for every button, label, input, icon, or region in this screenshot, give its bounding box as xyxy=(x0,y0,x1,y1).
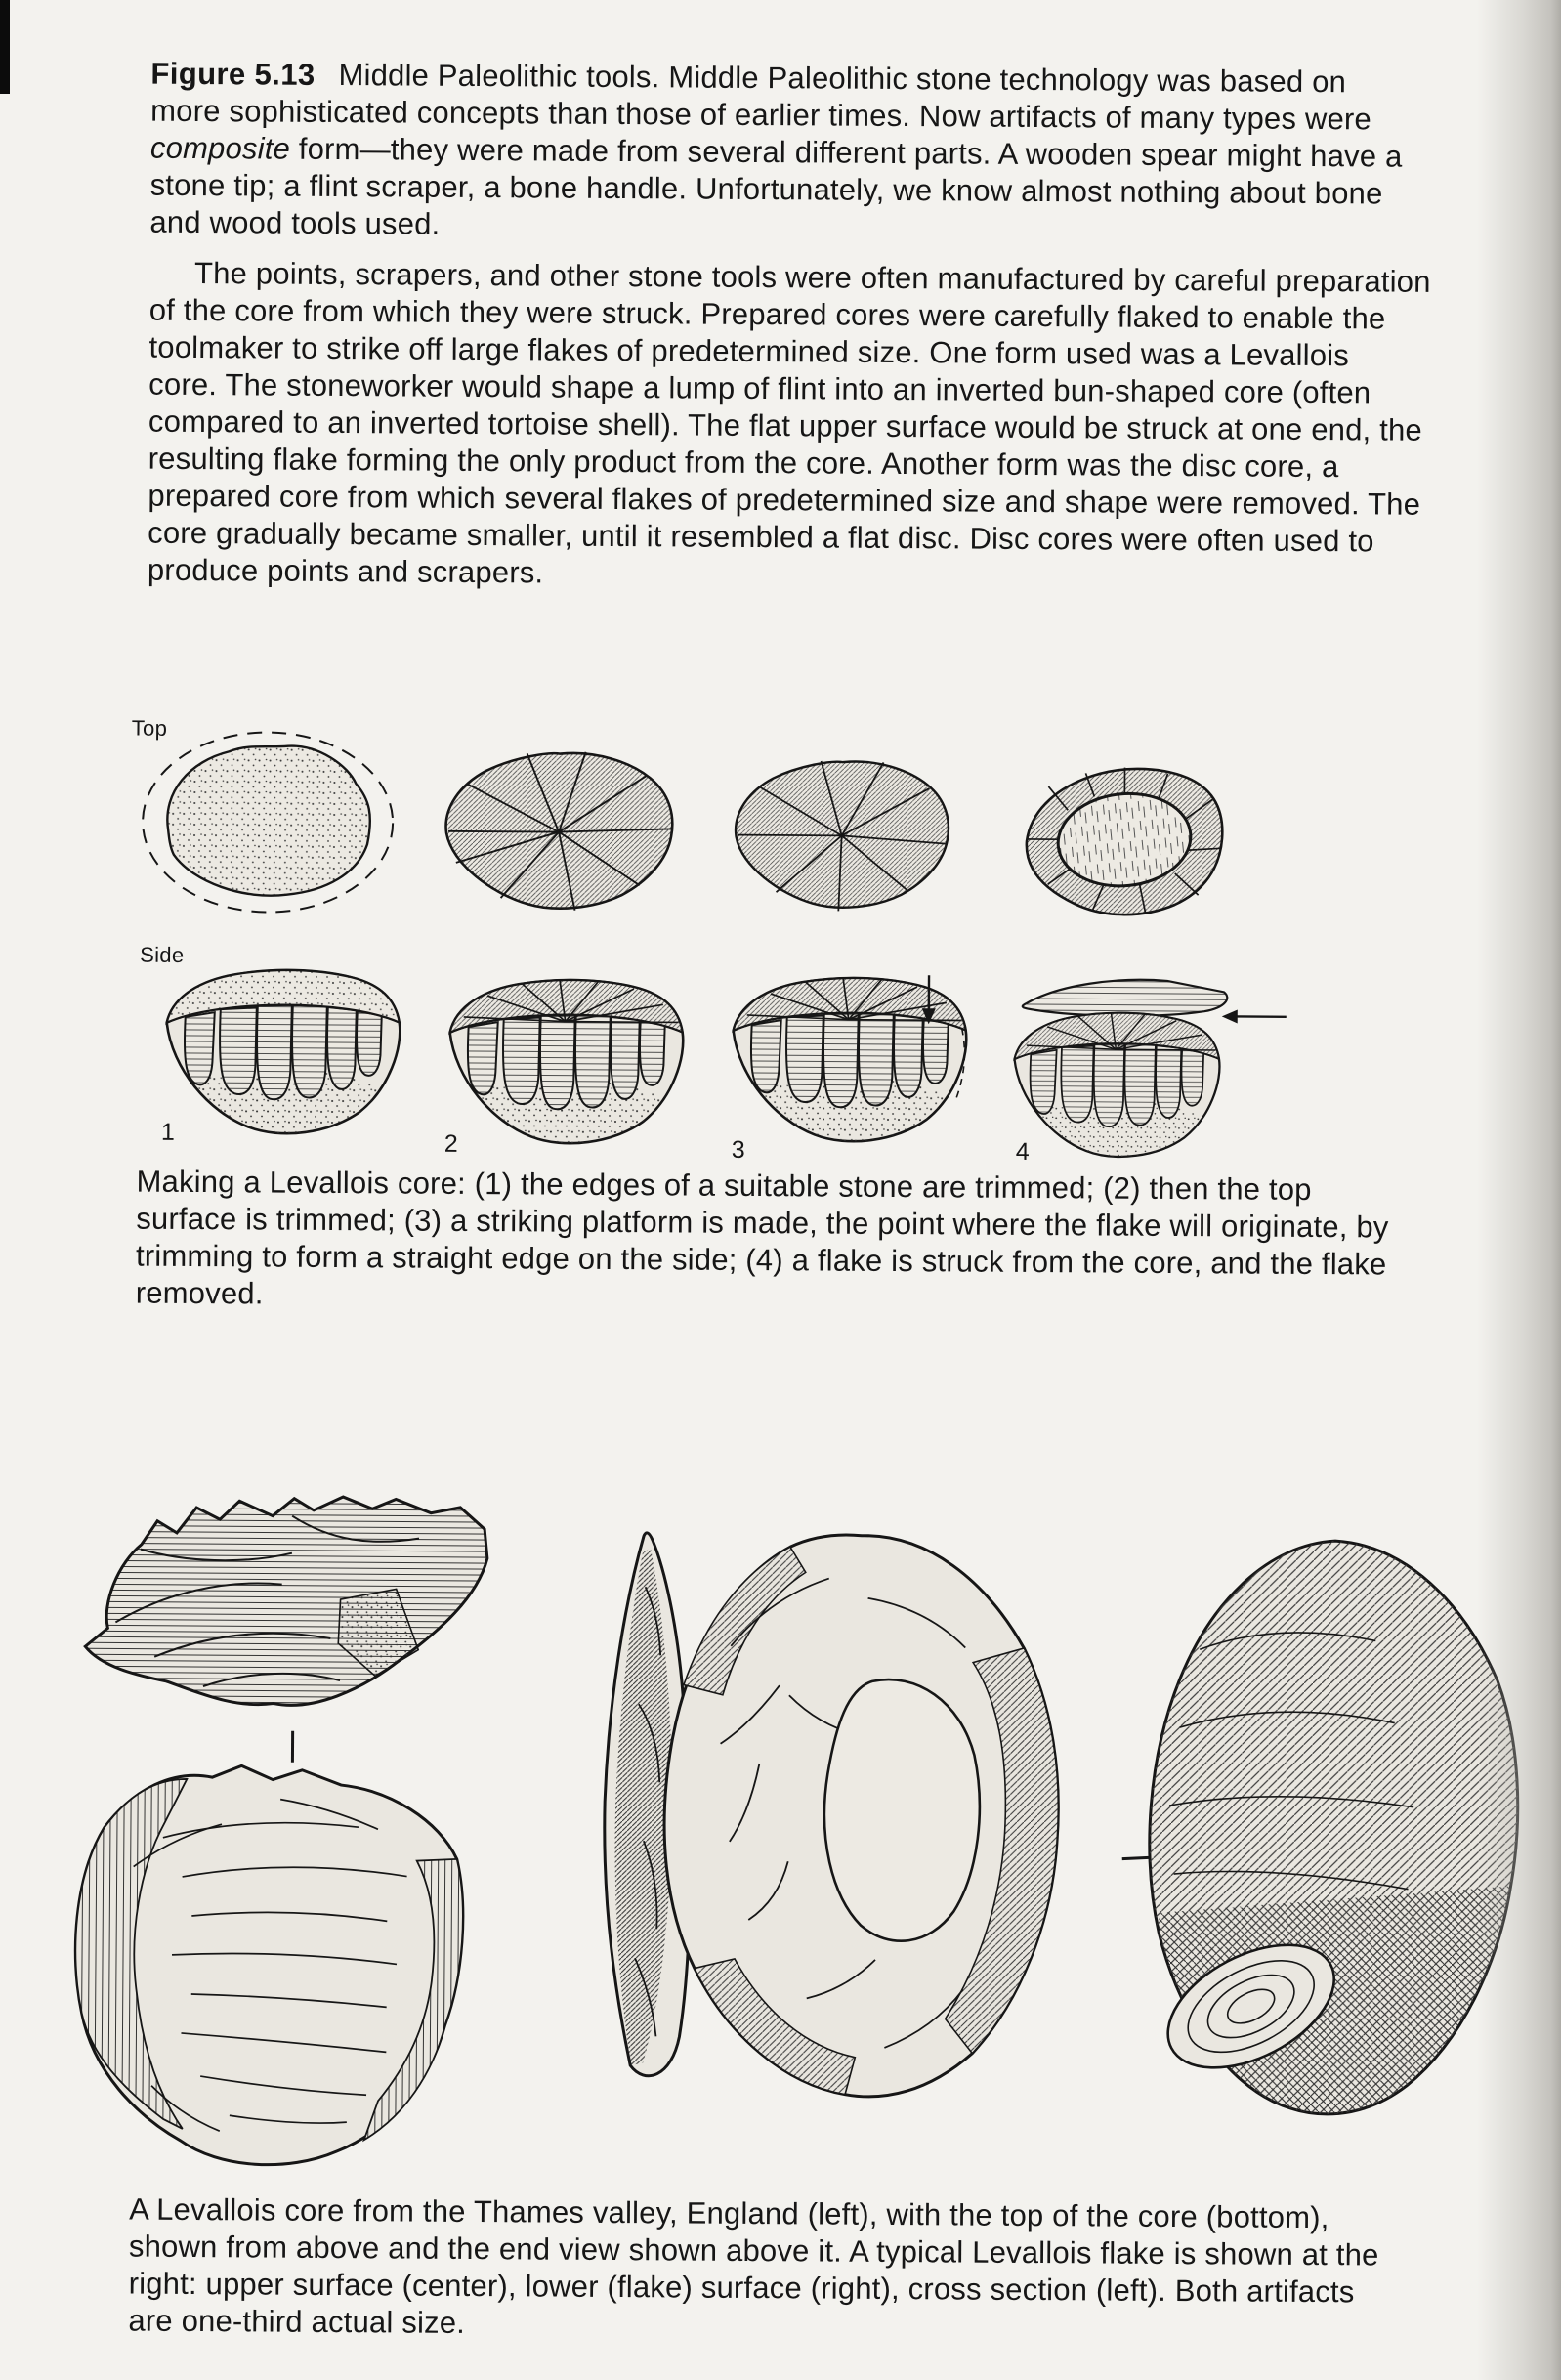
body-paragraph xyxy=(148,255,1431,598)
strike-arrow-left xyxy=(1222,1009,1287,1023)
caption-line: removed. xyxy=(135,1275,264,1311)
caption-line: compared to an inverted tortoise shell). The flat upper surface would be struck at one end, the xyxy=(148,404,1423,447)
caption-line: core. The stoneworker would shape a lump of flint into an inverted bun-shaped core (often xyxy=(148,366,1371,410)
caption-line: A Levallois core from the Thames valley, England (left), with the top of the core (bottom), xyxy=(129,2191,1329,2235)
top-view-step-4 xyxy=(1026,767,1222,915)
caption-line: and wood tools used. xyxy=(149,204,441,241)
top-view-label: Top xyxy=(131,715,168,741)
caption-line: toolmaker to strike off large flakes of predetermined size. One form used was a Levallois xyxy=(148,329,1350,373)
process-caption xyxy=(136,1164,1389,1321)
side-view-step-4 xyxy=(1014,1012,1220,1163)
side-view-step-3 xyxy=(733,977,967,1148)
top-view-step-3 xyxy=(736,760,949,912)
levallois-steps-diagram xyxy=(79,684,1324,1240)
detached-flake xyxy=(1023,979,1228,1017)
caption-line: The points, scrapers, and other stone tools were often manufactured by careful preparation xyxy=(193,255,1431,299)
caption-line: of the core from which they were struck. Prepared cores were carefully flaked to enable the xyxy=(148,292,1386,336)
caption-line: surface is trimmed; (3) a striking platform is made, the point where the flake will originate, by xyxy=(136,1201,1389,1245)
figure-number-label: Figure 5.13 xyxy=(150,56,316,92)
caption-line: trimming to form a straight edge on the side; (4) a flake is struck from the core, and the flake xyxy=(135,1238,1387,1282)
caption-line: right: upper surface (center), lower (flake) surface (right), cross section (left). Both artifacts xyxy=(128,2266,1355,2310)
scan-edge-mark xyxy=(0,0,10,94)
caption-line: prepared core from which several flakes of predetermined size and shape were removed. The xyxy=(148,478,1421,522)
caption-text: Middle Paleolithic tools. Middle Paleolithic stone technology was based on xyxy=(338,58,1347,100)
italic-term: composite xyxy=(149,130,291,166)
caption-line: resulting flake forming the only product from the core. Another form was the disc core, a xyxy=(148,441,1339,485)
step-number-3: 3 xyxy=(731,1135,745,1164)
caption-line: Making a Levallois core: (1) the edges of a suitable stone are trimmed; (2) then the top xyxy=(136,1164,1312,1207)
artifact-caption xyxy=(128,2191,1379,2349)
caption-line: more sophisticated concepts than those of earlier times. Now artifacts of many types were xyxy=(150,93,1372,137)
caption-line: stone tip; a flint scraper, a bone handle. Unfortunately, we know almost nothing about bone xyxy=(149,167,1383,211)
caption-line: are one-third actual size. xyxy=(128,2303,466,2340)
core-end-view xyxy=(85,1495,487,1707)
step-number-1: 1 xyxy=(160,1118,175,1146)
side-view-step-2 xyxy=(449,979,684,1150)
top-view-step-2 xyxy=(445,751,673,912)
top-view-step-1 xyxy=(142,732,393,914)
caption-line: produce points and scrapers. xyxy=(147,552,544,590)
step-number-4: 4 xyxy=(1015,1137,1030,1166)
caption-line: core gradually became smaller, until it resembled a flat disc. Disc cores were often used to xyxy=(148,515,1374,559)
side-view-step-1 xyxy=(166,969,401,1139)
side-view-label: Side xyxy=(140,942,185,967)
core-top-view xyxy=(74,1764,464,2166)
levallois-artifacts-illustration xyxy=(43,1446,1533,2214)
figure-caption-paragraph xyxy=(149,56,1403,250)
caption-line: shown from above and the end view shown above it. A typical Levallois flake is shown at the xyxy=(128,2229,1379,2273)
flake-upper-surface xyxy=(662,1534,1060,2099)
caption-text: form—they were made from several different parts. A wooden spear might have a xyxy=(289,131,1403,174)
flake-lower-surface xyxy=(1147,1540,1519,2115)
step-number-2: 2 xyxy=(443,1129,458,1158)
